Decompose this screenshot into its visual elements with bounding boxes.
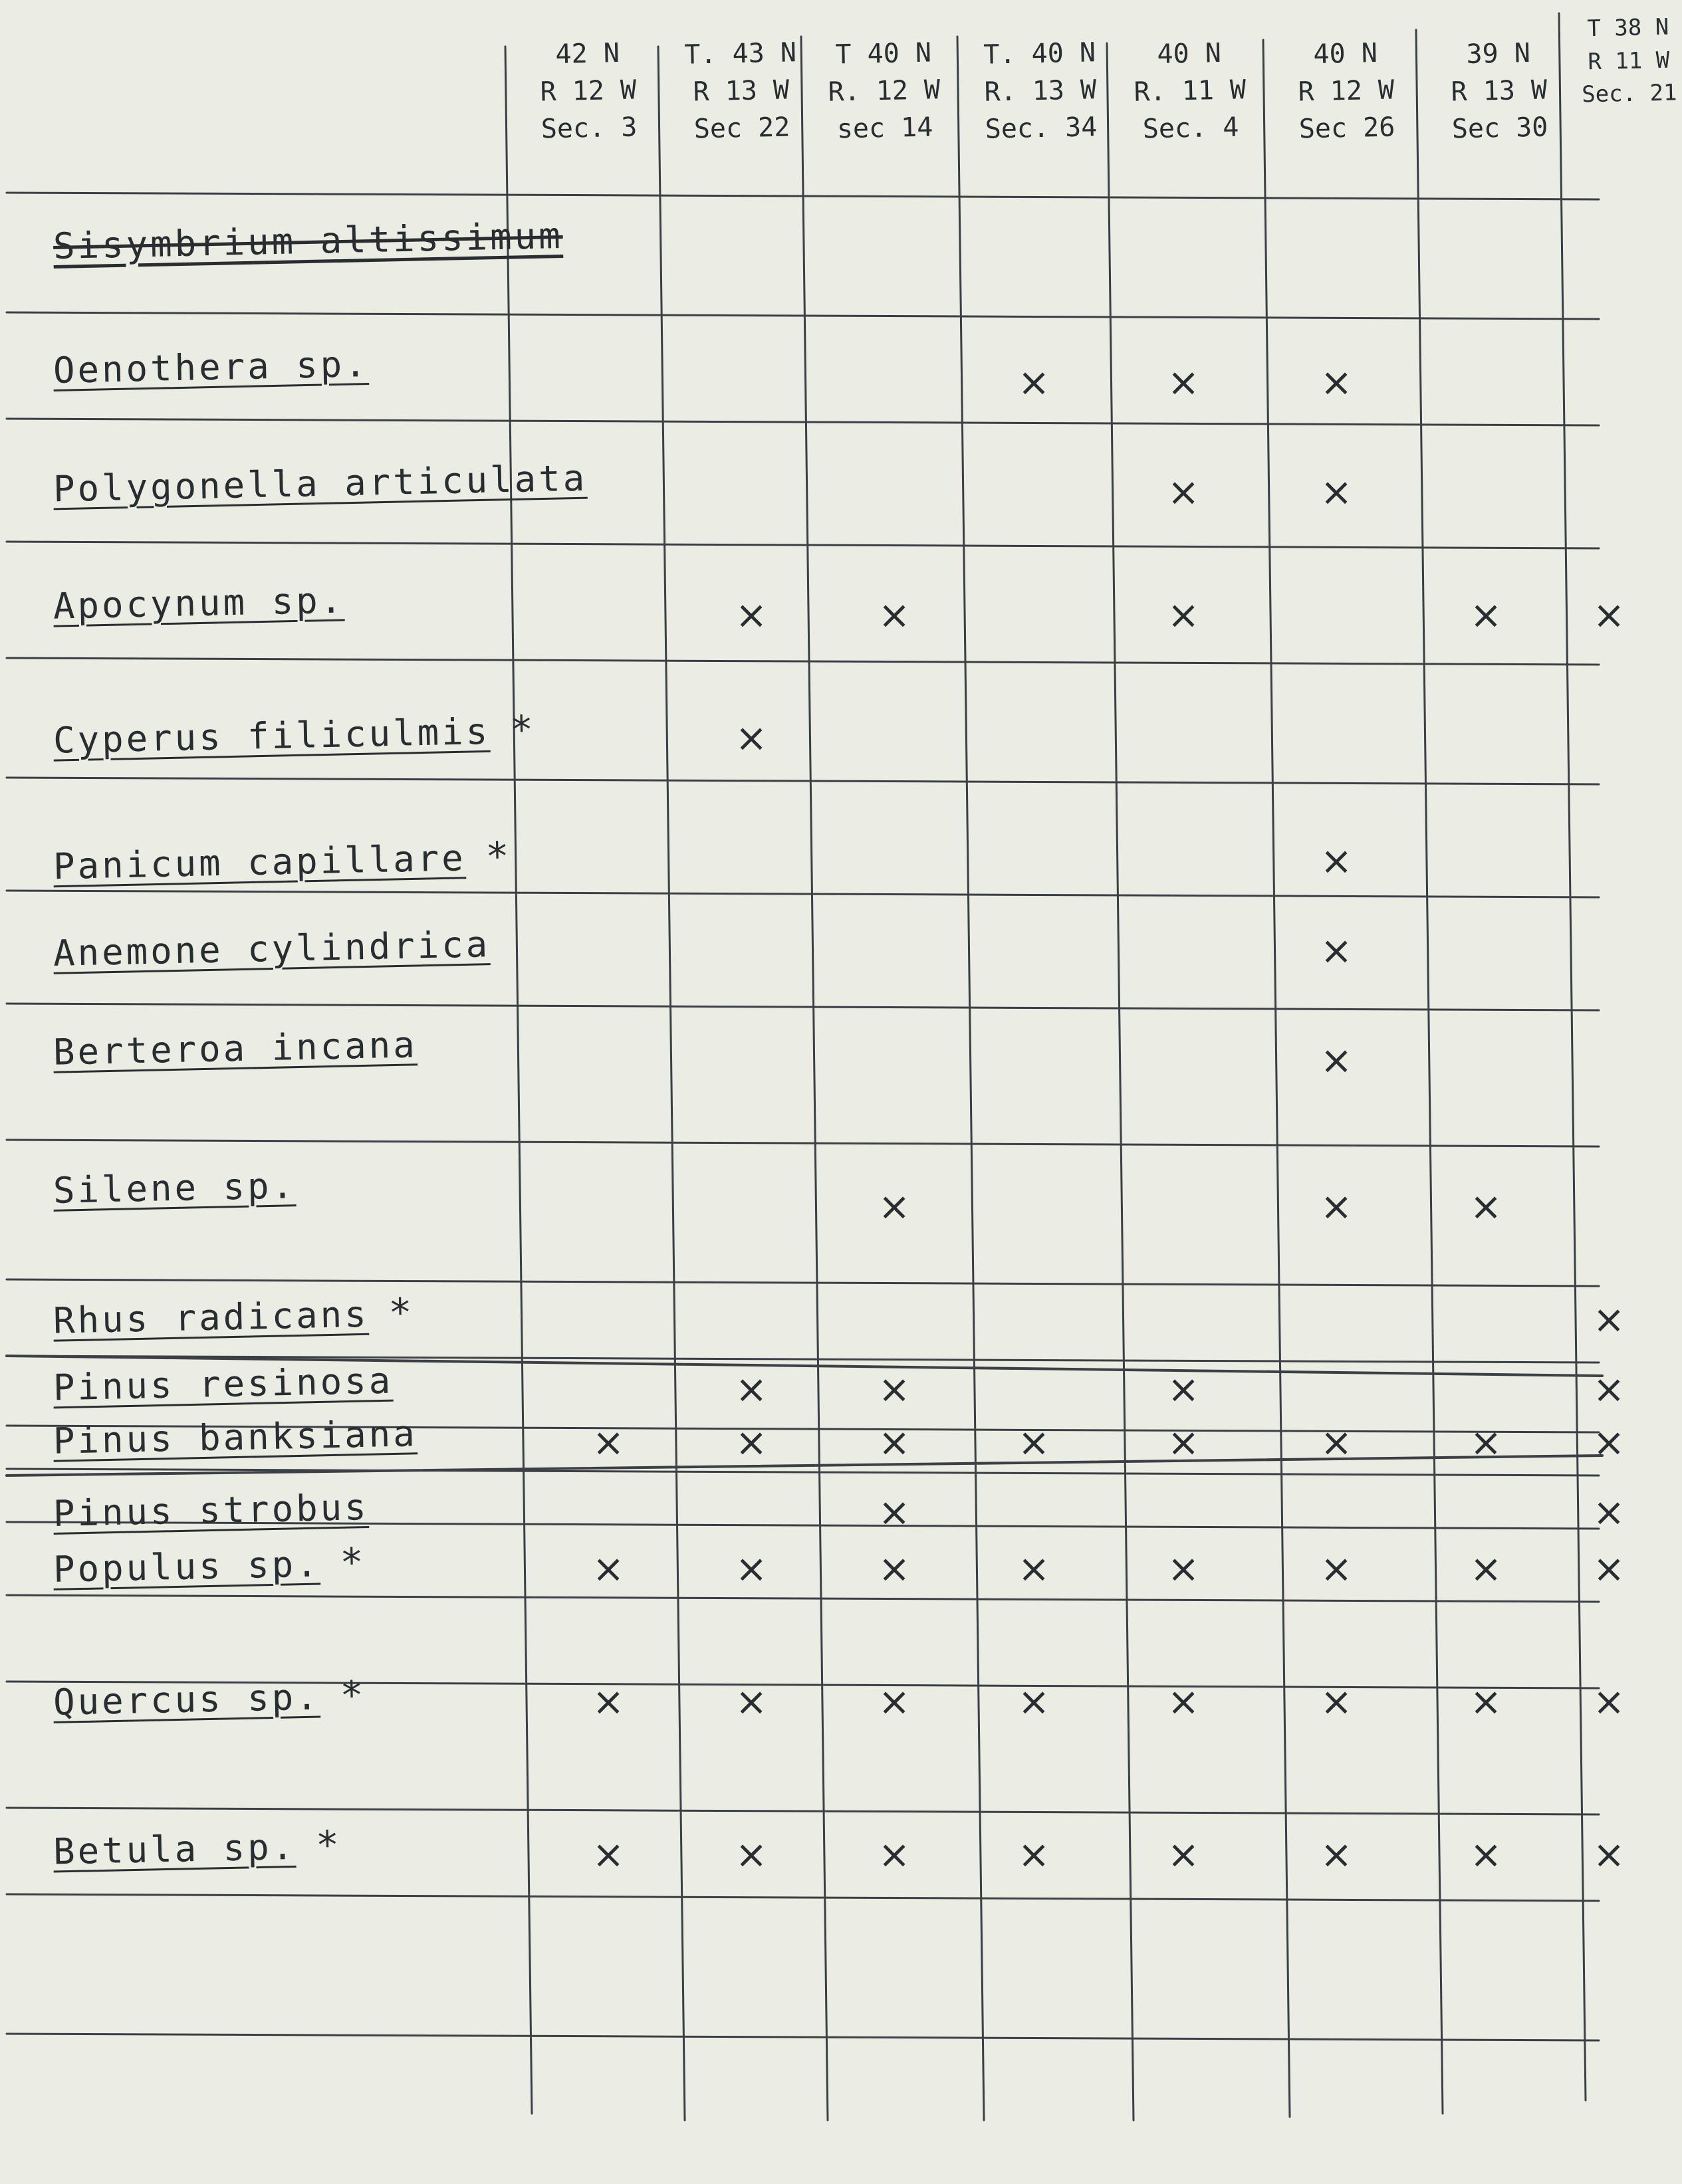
column-header — [813, 39, 955, 153]
species-label: Apocynum sp. — [53, 579, 345, 627]
presence-mark: × — [1017, 1546, 1050, 1591]
rule-line — [658, 47, 685, 2120]
species-label: Rhus radicans — [53, 1293, 370, 1342]
presence-mark: × — [1320, 1679, 1353, 1724]
header-line: R. 11 W — [1134, 74, 1247, 108]
column-header — [1275, 39, 1417, 153]
rule-line — [7, 658, 1599, 665]
rule-line — [7, 1279, 1599, 1286]
species-label: Cyperus filiculmis — [53, 710, 491, 762]
presence-mark: × — [878, 1366, 911, 1412]
presence-mark: × — [735, 1420, 768, 1465]
presence-mark: × — [1320, 838, 1353, 883]
presence-mark: × — [1320, 1420, 1353, 1465]
rule-line — [7, 312, 1599, 319]
species-name — [53, 833, 513, 888]
rule-line — [505, 47, 532, 2114]
species-label: Silene sp. — [53, 1164, 297, 1212]
presence-mark: × — [592, 1420, 625, 1465]
species-label: Quercus sp. — [53, 1676, 321, 1723]
species-label: Pinus resinosa — [53, 1359, 394, 1409]
presence-mark: × — [1167, 1832, 1200, 1877]
header-line: Sec. 4 — [1142, 112, 1239, 145]
presence-mark: × — [878, 1420, 911, 1465]
presence-mark: × — [878, 1832, 911, 1877]
presence-mark: × — [735, 1366, 768, 1412]
species-name — [53, 923, 491, 974]
presence-mark: × — [1320, 360, 1353, 405]
column-header — [1571, 15, 1682, 117]
species-label: Polygonella articulata — [53, 457, 588, 510]
presence-mark: × — [1320, 1037, 1353, 1083]
presence-mark: × — [1592, 1546, 1625, 1591]
header-line: Sec 30 — [1451, 112, 1548, 145]
rule-line — [1559, 13, 1586, 2100]
presence-mark: × — [878, 1546, 911, 1591]
presence-mark: × — [1017, 1832, 1050, 1877]
rule-line — [7, 778, 1599, 784]
header-line: 40 N — [1313, 38, 1378, 70]
presence-mark: × — [1167, 592, 1200, 637]
presence-mark: × — [1592, 1366, 1625, 1412]
species-label: Anemone cylindrica — [53, 923, 491, 974]
species-label: Betula sp. — [53, 1825, 297, 1873]
presence-mark: × — [1469, 1184, 1502, 1229]
presence-mark: × — [1469, 592, 1502, 637]
column-header — [517, 39, 659, 153]
presence-mark: × — [1167, 1420, 1200, 1465]
presence-mark: × — [1592, 592, 1625, 637]
asterisk-mark: * — [485, 833, 513, 879]
presence-mark: × — [1592, 1832, 1625, 1877]
presence-mark: × — [1592, 1297, 1625, 1342]
column-header — [1119, 39, 1261, 153]
presence-mark: × — [1017, 1420, 1050, 1465]
species-name — [53, 1359, 394, 1409]
header-line: Sec. 3 — [541, 112, 638, 145]
presence-mark: × — [1469, 1832, 1502, 1877]
rule-line — [7, 419, 1599, 425]
species-name — [53, 1486, 370, 1535]
rule-line — [7, 542, 1599, 548]
rule-line — [1263, 40, 1290, 2117]
asterisk-mark: * — [315, 1822, 342, 1868]
column-header — [1428, 39, 1570, 153]
asterisk-mark: * — [339, 1672, 367, 1718]
header-line: Sec 26 — [1298, 112, 1395, 145]
presence-mark: × — [735, 1546, 768, 1591]
header-line: R 12 W — [1298, 74, 1395, 108]
header-line: R 11 W — [1588, 47, 1670, 75]
column-header — [670, 39, 812, 153]
header-line: T 40 N — [834, 37, 932, 70]
asterisk-mark: * — [339, 1539, 367, 1585]
presence-mark: × — [592, 1546, 625, 1591]
rule-line — [7, 891, 1599, 897]
header-line: 40 N — [1157, 38, 1222, 70]
header-line: Sec 22 — [693, 112, 790, 145]
presence-mark: × — [1017, 360, 1050, 405]
species-name — [53, 1289, 416, 1342]
presence-mark: × — [592, 1679, 625, 1724]
rule-line — [957, 37, 984, 2120]
presence-mark: × — [1469, 1420, 1502, 1465]
header-line: sec 14 — [836, 112, 933, 145]
species-name — [53, 1412, 418, 1462]
rule-line — [7, 1894, 1599, 1901]
rule-line — [7, 1140, 1599, 1147]
presence-mark: × — [1167, 360, 1200, 405]
presence-mark: × — [592, 1832, 625, 1877]
presence-mark: × — [735, 715, 768, 760]
species-name — [53, 343, 370, 391]
presence-mark: × — [878, 592, 911, 637]
rule-line — [1107, 43, 1134, 2120]
header-line: R. 13 W — [984, 74, 1097, 108]
presence-mark: × — [1167, 469, 1200, 514]
rule-line — [7, 2034, 1599, 2040]
presence-mark: × — [735, 1832, 768, 1877]
presence-mark: × — [1167, 1679, 1200, 1724]
species-label: Panicum capillare — [53, 837, 467, 888]
asterisk-mark: * — [509, 707, 537, 753]
presence-mark: × — [1017, 1679, 1050, 1724]
presence-mark: × — [1320, 1184, 1353, 1229]
species-label: Populus sp. — [53, 1543, 321, 1590]
column-header — [969, 39, 1111, 153]
rule-line — [1416, 30, 1443, 2114]
rule-line — [801, 37, 828, 2120]
presence-mark: × — [1592, 1489, 1625, 1535]
species-name — [53, 1164, 297, 1212]
asterisk-mark: * — [388, 1289, 416, 1336]
presence-mark: × — [1592, 1679, 1625, 1724]
species-label: Pinus strobus — [53, 1486, 370, 1535]
header-line: Sec. 21 — [1581, 79, 1677, 108]
presence-mark: × — [1167, 1546, 1200, 1591]
presence-mark: × — [878, 1184, 911, 1229]
presence-mark: × — [1320, 1546, 1353, 1591]
species-label: Berteroa incana — [53, 1024, 418, 1073]
presence-mark: × — [1592, 1420, 1625, 1465]
presence-mark: × — [735, 592, 768, 637]
presence-mark: × — [1320, 469, 1353, 514]
header-line: R 13 W — [1451, 74, 1548, 108]
presence-mark: × — [878, 1489, 911, 1535]
species-label: Oenothera sp. — [53, 343, 370, 391]
header-line: R. 12 W — [828, 74, 941, 108]
presence-mark: × — [1167, 1366, 1200, 1412]
rule-line — [7, 1808, 1599, 1814]
species-name — [53, 1539, 367, 1590]
species-label: Pinus banksiana — [53, 1412, 418, 1462]
header-line: R 12 W — [540, 74, 637, 108]
header-line: 42 N — [555, 38, 620, 70]
presence-mark: × — [1320, 1832, 1353, 1877]
species-name — [53, 1672, 367, 1723]
header-line: R 13 W — [693, 74, 790, 108]
header-line: Sec. 34 — [985, 112, 1098, 145]
header-line: T 38 N — [1586, 13, 1669, 43]
presence-mark: × — [878, 1679, 911, 1724]
species-name — [53, 579, 345, 627]
species-name — [53, 1824, 342, 1871]
presence-mark: × — [1469, 1546, 1502, 1591]
presence-mark: × — [1469, 1679, 1502, 1724]
header-line: 39 N — [1466, 38, 1531, 70]
presence-mark: × — [1320, 928, 1353, 973]
header-line: T. 40 N — [983, 37, 1096, 70]
rule-line — [7, 1595, 1599, 1602]
species-name — [53, 1026, 418, 1071]
presence-mark: × — [735, 1679, 768, 1724]
header-line: T. 43 N — [683, 37, 797, 70]
rule-line — [7, 1004, 1599, 1010]
species-label: Sisymbrium altissimum — [53, 214, 564, 268]
